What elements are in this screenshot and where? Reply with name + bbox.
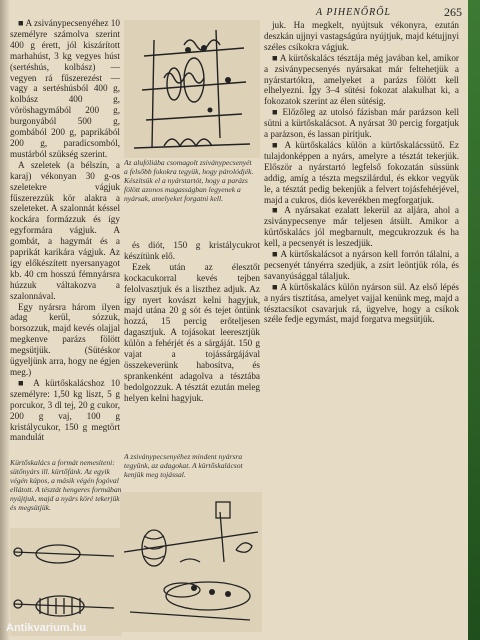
paragraph: A szeletek (a bélszín, a karaj) vékonyan 30 g-os szeletekre vágjuk fűszerezzük kör alakra a szeleteket. A szalonnát késsel kockára formázzuk és így egyformára vágjuk. A gombát, a hagymát és a paprikát karikára vágjuk. Az így előkészített nyersanyagot kb. 40 cm hosszú fémnyársra húzzuk váltakozva a szalonnával. (10, 159, 120, 301)
header-title: A PIHENŐRŐL (316, 7, 391, 18)
skewer-rack-illustration (124, 20, 260, 158)
spit-cake-illustration (120, 492, 262, 632)
illustration-caption: A zsiványpecsenyéhez mindent nyársra tegyünk, az adagokat. A kürtőskalácsot kenjük meg tojással. (124, 452, 243, 479)
text-column-left (10, 18, 120, 453)
page-number: 265 (444, 5, 462, 19)
paragraph: ■ A nyársakat ezalatt lekerül az aljára, ahol a zsiványpecsenye már teljesen átsült. Amikor a kürtőskalács jól megbarnult, megcukrozzuk és ha kell, a pecsenyét is leszedjük. (264, 205, 459, 249)
watermark: Antikvarium.hu (6, 622, 87, 634)
cake-spit-illustration (10, 528, 122, 636)
paragraph: Egy nyársra három ilyen adag kerül, sózzuk, borsozzuk, majd kevés olajjal megkenve parázs fölött megsütjük. (Sütéskor ügyeljünk arra, hogy ne égjen meg.) (10, 301, 120, 377)
paragraph: ■ A kürtőskalács külön nyárson sül. Az első lépés a nyárs tisztítása, amelyet vajjal kenünk meg, majd a tésztacsíkot csavarjuk rá, ügyelve, hogy a csíkok széle fedje egymást, majd forgatva megsütjük. (264, 281, 459, 325)
paragraph: ■ A kürtőskalács tésztája még javában kel, amikor a zsiványpecsenyés nyársakat már feltehetjük a nyárstartókra, amelyeket a parázs fölött kell elhelyezni. Így 3–4 sütési fokozat alakulhat ki, a fokozatok szerint az élen sütésig. (264, 52, 459, 107)
paragraph: juk. Ha megkelt, nyújtsuk vékonyra, ezután deszkán ujjnyi vastagságúra nyújtjuk, majd kétujjnyi széles csíkokra vágjuk. (264, 20, 459, 52)
cover-edge (468, 0, 480, 640)
paragraph: ■ A kürtőskalácsot a nyárson kell forrón tálalni, a pecsenyét tányérra szedjük, a zsírt leöntjük róla, és savanyúsággal tálaljuk. (264, 249, 459, 281)
paragraph: ■ A kürtőskalácshoz 10 személyre: 1,50 kg liszt, 5 g porcukor, 3 dl tej, 20 g cukor, 200 g vaj, 100 g kristálycukor, 150 g megtört mandulát (10, 377, 120, 443)
running-header (262, 4, 462, 20)
illustration-caption: Az alufóliába csomagolt zsiványpecsenyét a felsőbb fokokra tegyük, hogy párolódjék. Készítsük el a nyárstartót, hogy a parázs fölött azonos magasságban legyenek a nyársak, amelyeket forgatni kell. (124, 158, 254, 203)
text-column-right (264, 20, 459, 632)
paragraph: és diót, 150 g kristálycukrot készítünk elő. (124, 240, 260, 261)
text-column-middle (124, 240, 260, 450)
paragraph: ■ A zsiványpecsenyéhez 10 személyre számolva szerint 400 g érett, jól kiszárított marhahúst, 3 kg vegyes húst (sertéshús, kolbász) — vegyen rá fűszerezést — vagy a sertéshúsból 400 g, kolbász 400 g, vöröshagymából 200 g, burgonyából 500 g, gombából 200 g, paprikából 200 g, paradicsomból, mustárból szükség szerint. (10, 18, 120, 159)
page-gutter (0, 0, 10, 640)
paragraph: ■ A kürtőskalács külön a kürtőskalácssütő. Ez tulajdonképpen a nyárs, amelyre a tésztát tekerjük. Először a nyárstartó legfelső fokozatán süssünk addig, amíg a tészta megszilárdul, és ekkor vegyük le, a tésztát pedig bekenjük a felvert tojásfehérjével, majd a cukros, diós keverékben megforgatjuk. (264, 139, 459, 205)
paragraph: ■ Előzőleg az utolsó fázisban már parázson kell sütni a kürtőskalácsot. A nyársat 30 percig forgatjuk a parázson, és lassan pirítjuk. (264, 107, 459, 140)
illustration-caption: Kürtőskalács a formát nemesíteni: sütőnyárs ill. kürtőfánk. Az egyik végén kúpos, a másik végén fogóval ellátott. A tésztát hengeres formában nyújtjuk, majd a nyárs köré tekerjük és megsütjük. (10, 458, 122, 512)
paragraph: Ezek után az élesztőt kockacukorral kevés tejben felolvasztjuk és a liszthez adjuk. Az így nyert kovászt kelni hagyjuk, majd utána 20 g sót és tejet öntünk hozzá, 15 percig erőteljesen dagasztjuk. A tojásokat leeresztjük külön a fehérjét és a sárgáját. 150 g vajat a tojássárgájával összekeverünk habosítva, és sprankenként adagolva a tésztába bedolgozzuk. A tésztát ezután meleg helyen kelni hagyjuk. (124, 261, 260, 403)
